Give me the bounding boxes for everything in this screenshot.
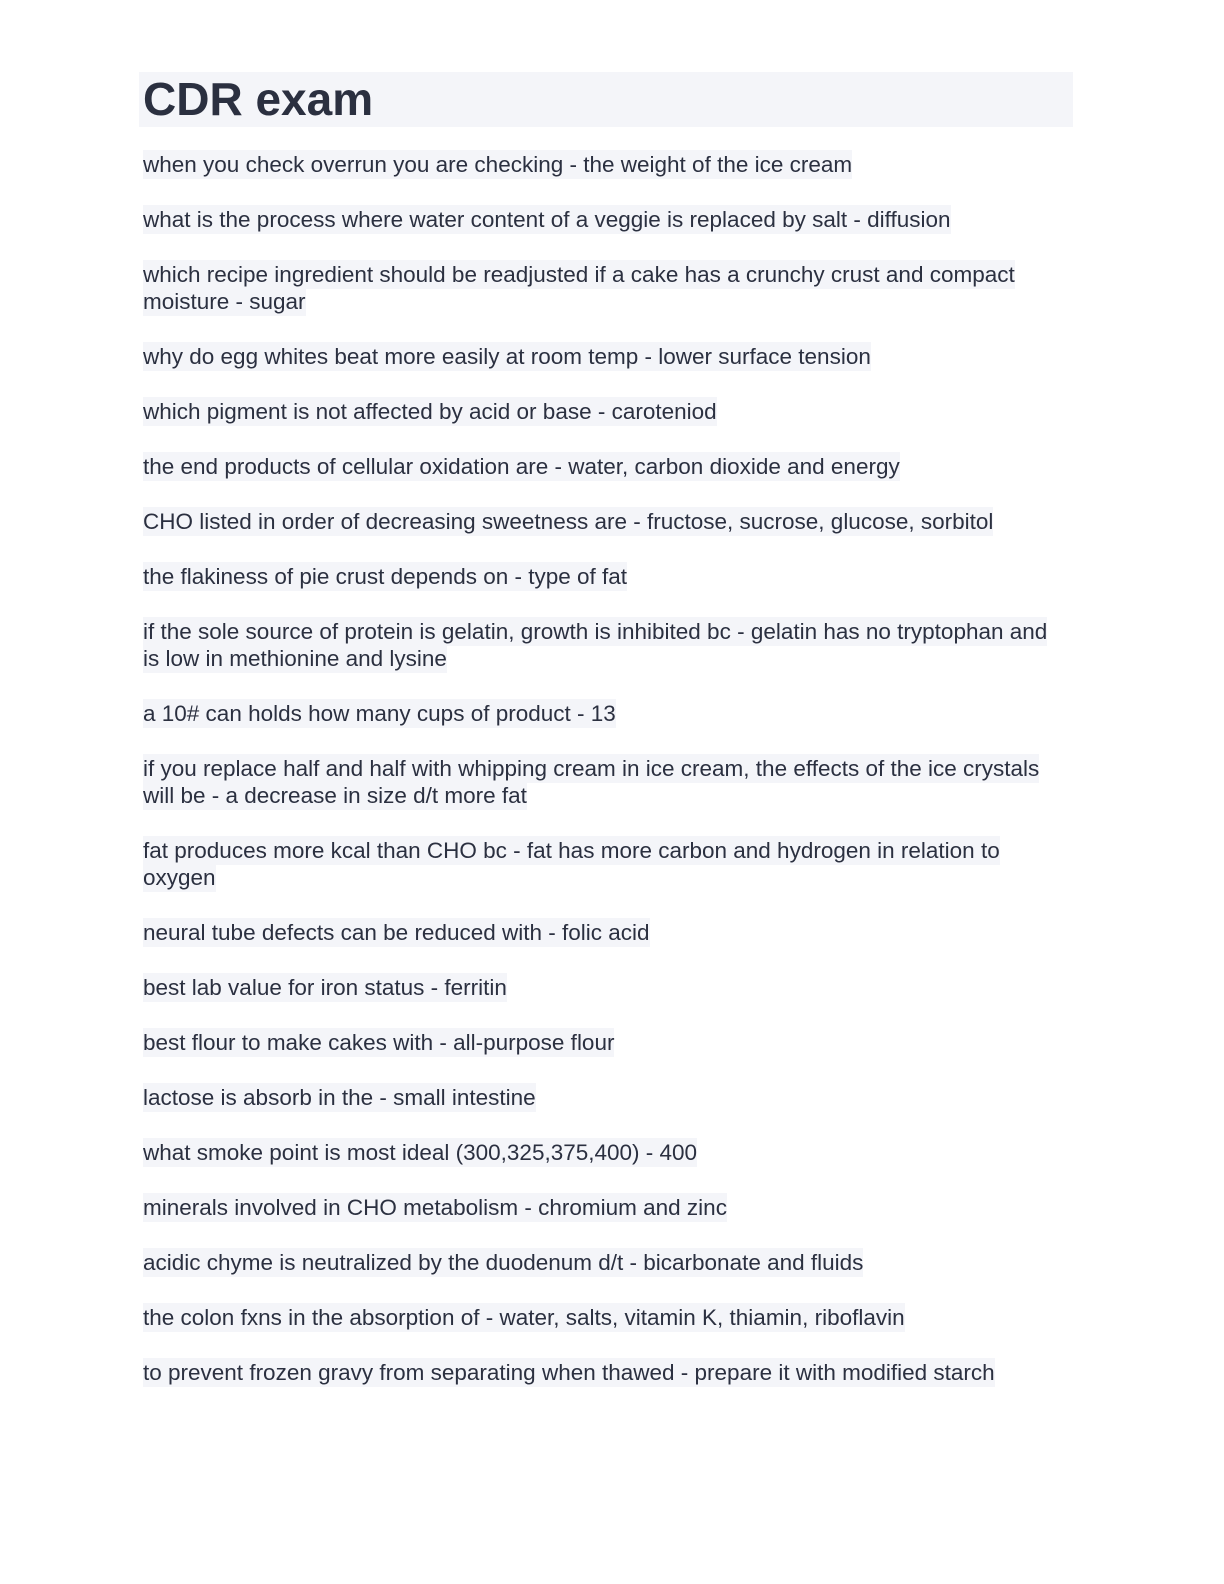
qa-item [139, 508, 1073, 535]
qa-item [139, 261, 1073, 315]
qa-text: lactose is absorb in the - small intestine [143, 1085, 536, 1110]
qa-item [139, 1249, 1073, 1276]
qa-item [139, 700, 1073, 727]
document-page [139, 72, 1073, 1414]
qa-item [139, 1139, 1073, 1166]
qa-text: fat produces more kcal than CHO bc - fat has more carbon and hydrogen in relation to oxygen [143, 838, 1000, 890]
qa-item [139, 206, 1073, 233]
qa-item [139, 618, 1073, 672]
qa-text: if you replace half and half with whipping cream in ice cream, the effects of the ice crystals will be - a decrease in size d/t more fat [143, 756, 1040, 808]
qa-item [139, 563, 1073, 590]
qa-text: what smoke point is most ideal (300,325,375,400) - 400 [143, 1140, 698, 1165]
title-block [139, 72, 1073, 127]
qa-item [139, 1029, 1073, 1056]
qa-text: acidic chyme is neutralized by the duodenum d/t - bicarbonate and fluids [143, 1250, 864, 1275]
qa-item [139, 343, 1073, 370]
qa-item [139, 919, 1073, 946]
qa-item [139, 151, 1073, 178]
qa-text: which recipe ingredient should be readjusted if a cake has a crunchy crust and compact moisture - sugar [143, 262, 1015, 314]
qa-item [139, 1359, 1073, 1386]
document-title: CDR exam [143, 73, 374, 125]
qa-text: neural tube defects can be reduced with - folic acid [143, 920, 650, 945]
qa-text: CHO listed in order of decreasing sweetness are - fructose, sucrose, glucose, sorbitol [143, 509, 994, 534]
qa-text: when you check overrun you are checking - the weight of the ice cream [143, 152, 853, 177]
qa-item [139, 1084, 1073, 1111]
qa-text: a 10# can holds how many cups of product - 13 [143, 701, 616, 726]
qa-text: what is the process where water content of a veggie is replaced by salt - diffusion [143, 207, 951, 232]
qa-item [139, 974, 1073, 1001]
qa-text: which pigment is not affected by acid or base - caroteniod [143, 399, 717, 424]
qa-text: the end products of cellular oxidation are - water, carbon dioxide and energy [143, 454, 900, 479]
qa-item [139, 1304, 1073, 1331]
qa-text: the flakiness of pie crust depends on - type of fat [143, 564, 628, 589]
qa-item [139, 837, 1073, 891]
qa-text: why do egg whites beat more easily at room temp - lower surface tension [143, 344, 871, 369]
qa-item [139, 398, 1073, 425]
qa-text: minerals involved in CHO metabolism - chromium and zinc [143, 1195, 727, 1220]
qa-item [139, 1194, 1073, 1221]
qa-list [139, 151, 1073, 1386]
qa-text: best flour to make cakes with - all-purpose flour [143, 1030, 615, 1055]
qa-text: if the sole source of protein is gelatin, growth is inhibited bc - gelatin has no tryptophan and is low in methionine and lysine [143, 619, 1048, 671]
qa-item [139, 755, 1073, 809]
qa-text: to prevent frozen gravy from separating when thawed - prepare it with modified starch [143, 1360, 995, 1385]
qa-item [139, 453, 1073, 480]
qa-text: the colon fxns in the absorption of - water, salts, vitamin K, thiamin, riboflavin [143, 1305, 905, 1330]
qa-text: best lab value for iron status - ferritin [143, 975, 507, 1000]
